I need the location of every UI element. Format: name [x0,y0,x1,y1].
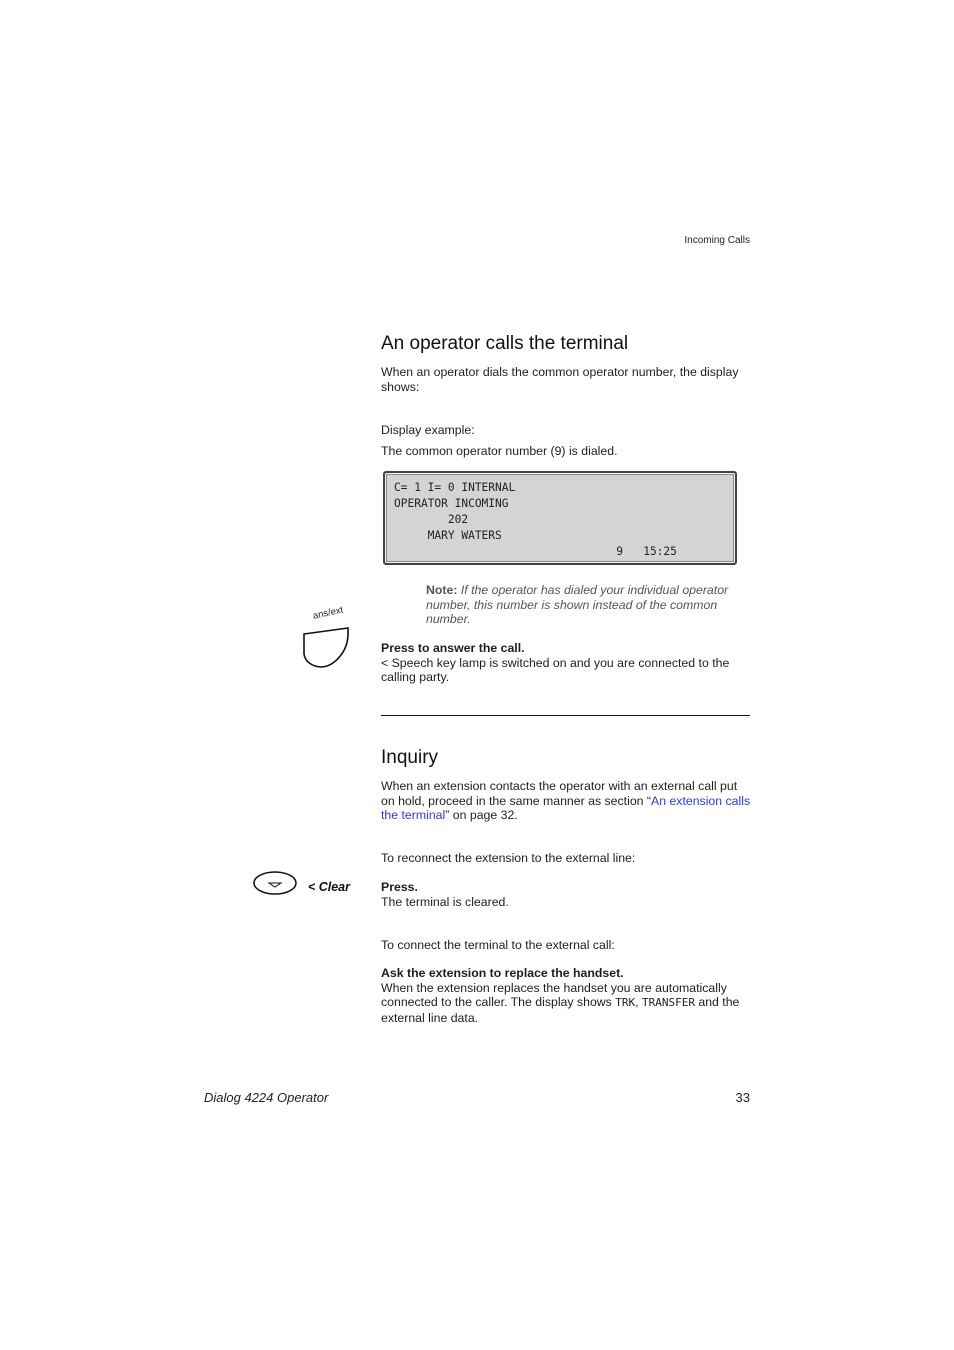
cross-reference-link[interactable]: An extension calls the terminal [381,793,751,822]
section-divider [381,715,750,716]
running-header: Incoming Calls [684,235,750,246]
display-line: 202 [394,513,469,526]
page-number: 33 [735,1090,750,1105]
ask-text-a: When the extension replaces the handset you are automatically connected to the caller. The display shows [381,980,727,1009]
ask-step-title: Ask the extension to replace the handset. [381,966,624,980]
reconnect-instruction: To reconnect the extension to the external line: [381,851,636,865]
display-code-trk: TRK [615,996,636,1009]
ask-step-text [381,981,751,1026]
clear-key-icon [252,870,298,896]
display-line: 9 15:25 [394,545,677,558]
inquiry-intro-tail: ” on page 32. [445,808,518,822]
display-line: C= 1 I= 0 INTERNAL [394,481,516,494]
display-code-transfer: TRANSFER [641,996,695,1009]
footer-doc-title: Dialog 4224 Operator [204,1090,329,1105]
note-block [426,583,746,627]
inquiry-intro [381,779,751,823]
note-text: If the operator has dialed your individual operator number, this number is shown instead of the common number. [426,583,729,626]
press-step [381,880,751,909]
clear-key-label: < Clear [307,880,350,894]
ans-ext-key-label: ans/ext [312,604,345,622]
ask-step [381,966,751,1025]
section1-intro: When an operator dials the common operator number, the display shows: [381,365,739,394]
answer-step-text: < Speech key lamp is switched on and you are connected to the calling party. [381,655,730,684]
ask-text-b: and the external line data. [381,995,740,1025]
ans-ext-key-icon [300,612,356,672]
display-line: MARY WATERS [394,529,502,542]
section-title-inquiry: Inquiry [381,747,439,768]
ask-separator: , [635,995,642,1009]
display-example-screen [383,471,737,565]
display-caption: Display example: [381,423,475,437]
inquiry-intro-text: When an extension contacts the operator with an external call put on hold, proceed in the same manner as section “ [381,779,738,808]
answer-step [381,641,751,685]
note-label: Note: [426,583,458,597]
section-title-operator-calls: An operator calls the terminal [381,333,629,354]
press-step-text: The terminal is cleared. [381,894,509,909]
display-description: The common operator number (9) is dialed. [381,444,618,458]
answer-step-title: Press to answer the call. [381,641,525,655]
connect-instruction: To connect the terminal to the external call: [381,938,615,952]
display-line: OPERATOR INCOMING [394,497,509,510]
press-step-title: Press. [381,880,418,894]
